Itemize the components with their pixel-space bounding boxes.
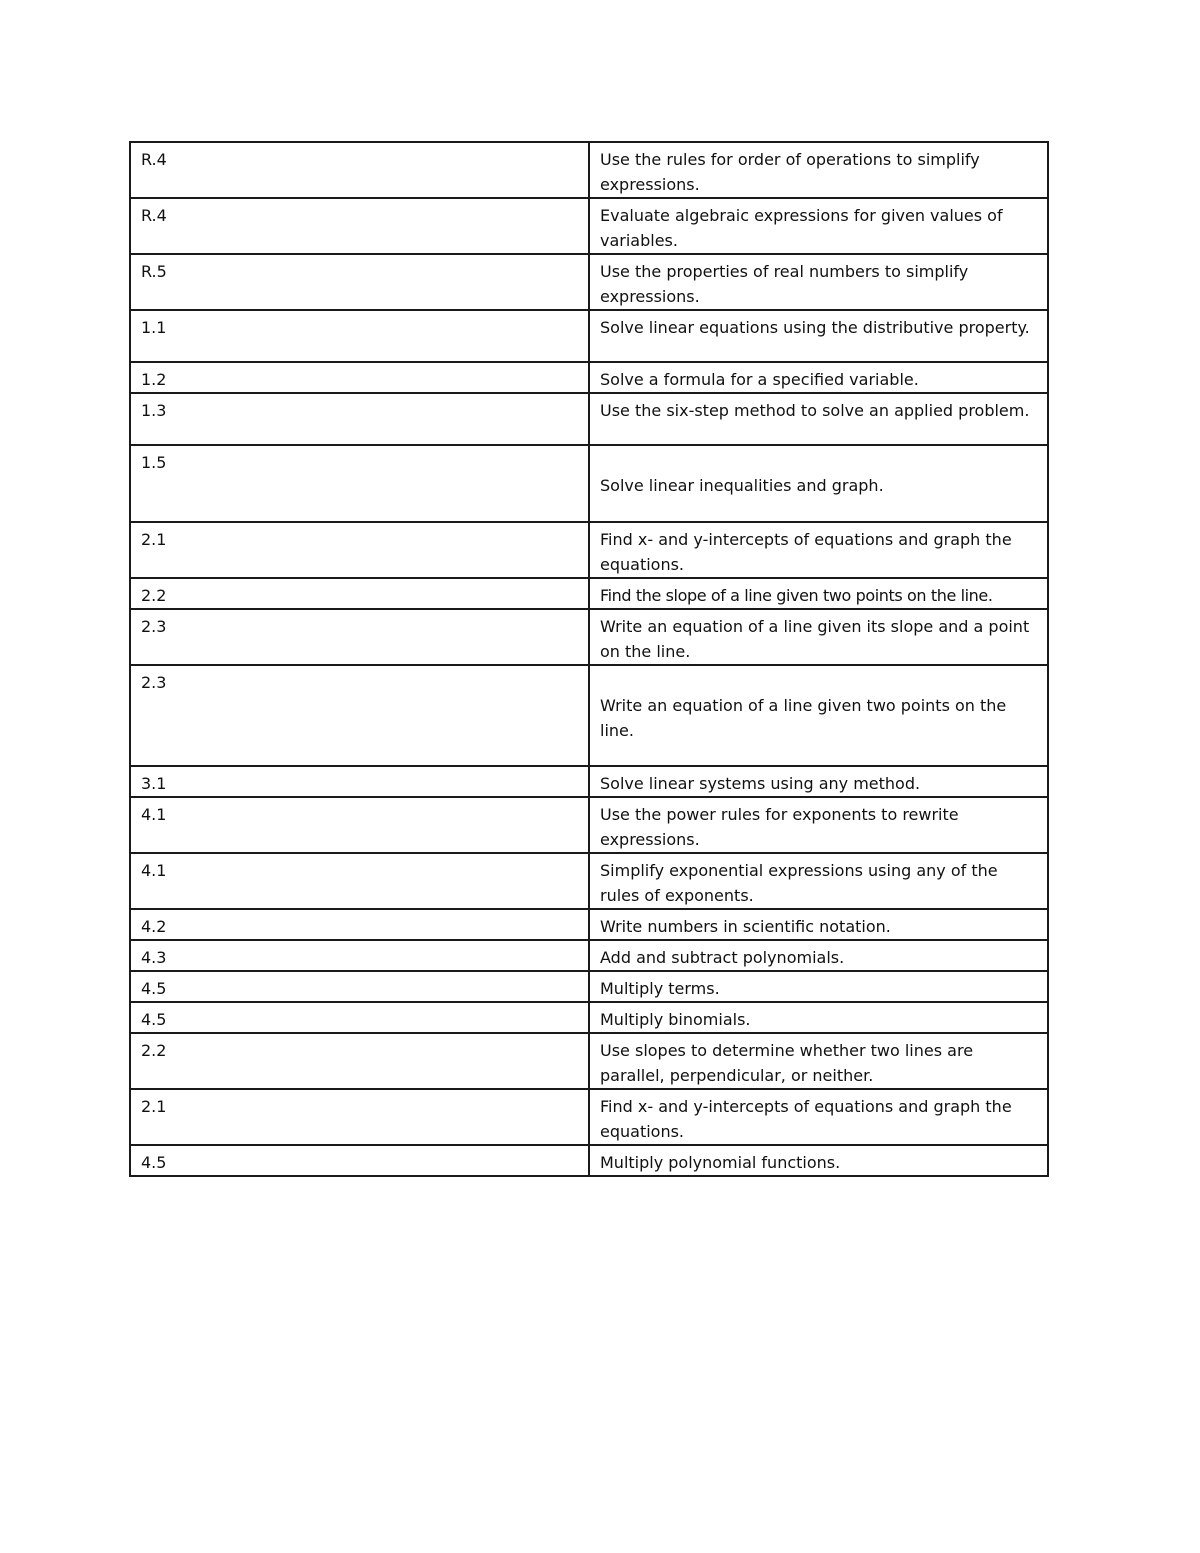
section-cell: 1.2 <box>130 362 589 393</box>
section-cell: R.5 <box>130 254 589 310</box>
table-row <box>130 609 1048 665</box>
section-cell: 1.1 <box>130 310 589 362</box>
objective-text: Multiply terms. <box>600 979 720 998</box>
section-cell: 4.5 <box>130 971 589 1002</box>
objective-cell <box>589 310 1048 362</box>
objective-cell <box>589 1002 1048 1033</box>
objective-text: Write an equation of a line given its slope and a point on the line. <box>600 617 1030 661</box>
objective-cell <box>589 393 1048 445</box>
table-row <box>130 797 1048 853</box>
section-cell: 4.2 <box>130 909 589 940</box>
objective-text: Multiply polynomial functions. <box>600 1153 841 1172</box>
objective-text: Solve linear systems using any method. <box>600 774 921 793</box>
objective-cell <box>589 522 1048 578</box>
table-row <box>130 971 1048 1002</box>
table-row <box>130 940 1048 971</box>
objective-cell <box>589 1033 1048 1089</box>
table-row <box>130 522 1048 578</box>
objective-text: Write an equation of a line given two points on the line. <box>600 696 1007 740</box>
objective-cell <box>589 445 1048 522</box>
table-row <box>130 142 1048 198</box>
table-row <box>130 1145 1048 1176</box>
section-cell: 2.1 <box>130 1089 589 1145</box>
table-row <box>130 362 1048 393</box>
objective-cell <box>589 909 1048 940</box>
objective-cell <box>589 254 1048 310</box>
section-cell: 4.3 <box>130 940 589 971</box>
section-cell: 2.3 <box>130 665 589 766</box>
objective-cell <box>589 853 1048 909</box>
table-row <box>130 310 1048 362</box>
objective-cell <box>589 142 1048 198</box>
table-row <box>130 665 1048 766</box>
objective-text: Evaluate algebraic expressions for given values of variables. <box>600 206 1003 250</box>
table-row <box>130 445 1048 522</box>
table-row <box>130 1033 1048 1089</box>
objective-cell <box>589 1089 1048 1145</box>
section-cell: 2.3 <box>130 609 589 665</box>
section-cell: 2.1 <box>130 522 589 578</box>
table-row <box>130 1002 1048 1033</box>
section-cell: 2.2 <box>130 578 589 609</box>
objective-cell <box>589 665 1048 766</box>
section-cell: 4.1 <box>130 797 589 853</box>
objective-text: Write numbers in scientific notation. <box>600 917 891 936</box>
table-row <box>130 578 1048 609</box>
table-row <box>130 254 1048 310</box>
objective-text: Use the rules for order of operations to simplify expressions. <box>600 150 980 194</box>
objective-cell <box>589 609 1048 665</box>
objective-text: Solve linear inequalities and graph. <box>600 476 884 495</box>
section-cell: 3.1 <box>130 766 589 797</box>
section-cell: R.4 <box>130 142 589 198</box>
table-row <box>130 198 1048 254</box>
objective-cell <box>589 198 1048 254</box>
objectives-table <box>129 141 1049 1177</box>
objective-text: Multiply binomials. <box>600 1010 751 1029</box>
objective-cell <box>589 362 1048 393</box>
section-cell: 2.2 <box>130 1033 589 1089</box>
objective-text: Add and subtract polynomials. <box>600 948 845 967</box>
table-row <box>130 909 1048 940</box>
table-row <box>130 853 1048 909</box>
section-cell: 1.3 <box>130 393 589 445</box>
objective-cell <box>589 797 1048 853</box>
section-cell: 1.5 <box>130 445 589 522</box>
objective-text: Use the power rules for exponents to rewrite expressions. <box>600 805 959 849</box>
objective-text: Simplify exponential expressions using any of the rules of exponents. <box>600 861 998 905</box>
objective-cell <box>589 940 1048 971</box>
objective-text: Use slopes to determine whether two lines are parallel, perpendicular, or neither. <box>600 1041 974 1085</box>
objective-cell <box>589 971 1048 1002</box>
table-row <box>130 1089 1048 1145</box>
objective-cell <box>589 766 1048 797</box>
objective-text: Use the six-step method to solve an applied problem. <box>600 401 1030 420</box>
objective-text: Find the slope of a line given two points on the line. <box>600 586 993 605</box>
objective-text: Use the properties of real numbers to simplify expressions. <box>600 262 969 306</box>
section-cell: 4.5 <box>130 1145 589 1176</box>
objective-cell <box>589 578 1048 609</box>
objective-text: Solve a formula for a specified variable. <box>600 370 919 389</box>
objective-cell <box>589 1145 1048 1176</box>
objective-text: Find x- and y-intercepts of equations and graph the equations. <box>600 1097 1012 1141</box>
table-row <box>130 393 1048 445</box>
section-cell: 4.5 <box>130 1002 589 1033</box>
section-cell: R.4 <box>130 198 589 254</box>
table-row <box>130 766 1048 797</box>
objective-text: Solve linear equations using the distributive property. <box>600 318 1030 337</box>
objective-text: Find x- and y-intercepts of equations and graph the equations. <box>600 530 1012 574</box>
section-cell: 4.1 <box>130 853 589 909</box>
